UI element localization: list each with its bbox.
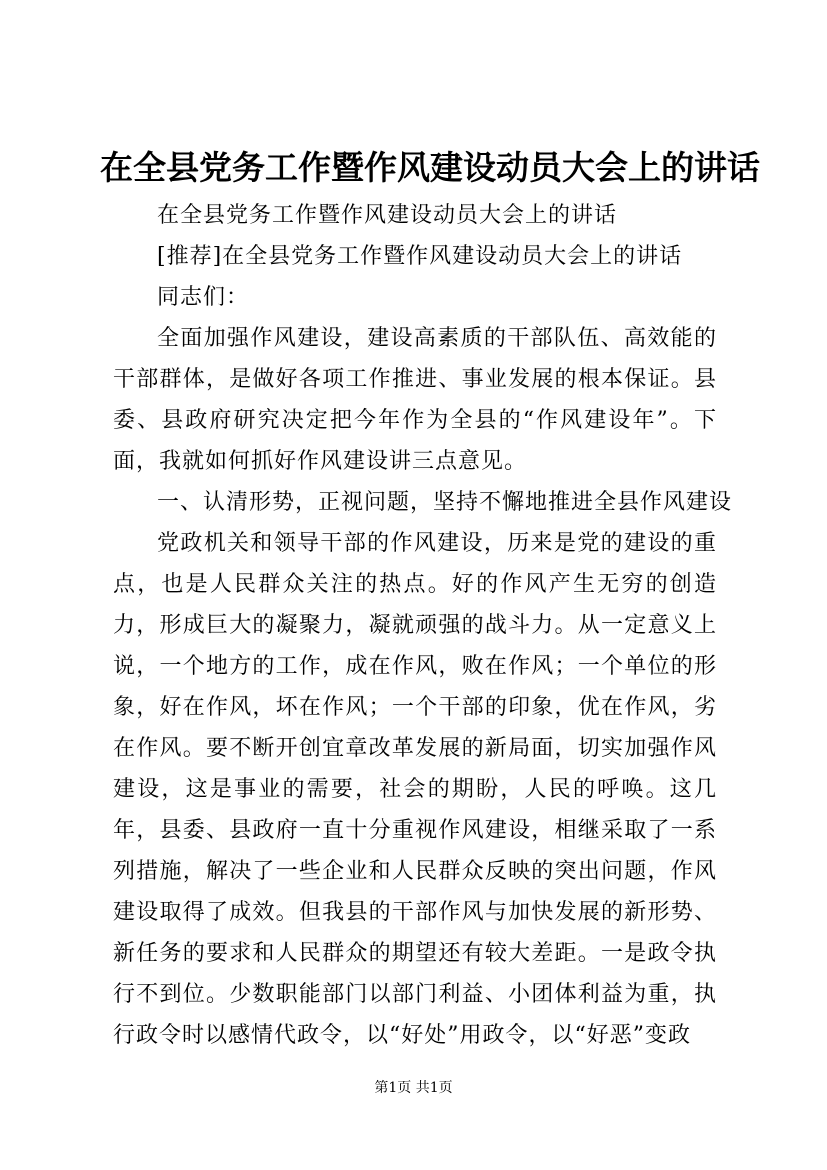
document-title: 在全县党务工作暨作风建设动员大会上的讲话 xyxy=(100,148,760,187)
section-1-paragraph: 党政机关和领导干部的作风建设，历来是党的建设的重点，也是人民群众关注的热点。好的作风产生无穷的创造力，形成巨大的凝聚力，凝就顽强的战斗力。从一定意义上说，一个地方的工作，成在作风，败在作风；一个单位的形象，好在作风，坏在作风；一个干部的印象，优在作风，劣在作风。要不断开创宜章改革发展的新局面，切实加强作风建设，这是事业的需要，社会的期盼，人民的呼唤。这几年，县委、县政府一直十分重视作风建设，相继采取了一系列措施，解决了一些企业和人民群众反映的突出问题，作风建设取得了成效。但我县的干部作风与加快发展的新形势、新任务的要求和人民群众的期望还有较大差距。一是政令执行不到位。少数职能部门以部门利益、小团体利益为重，执行政令时以感情代政令，以“好处”用政令，以“好恶”变政 xyxy=(113,531,717,1048)
page-footer: 第1页 共1页 xyxy=(374,1080,453,1096)
recommend-paragraph: [推荐]在全县党务工作暨作风建设动员大会上的讲话 xyxy=(157,244,683,269)
document-body xyxy=(113,195,733,1056)
section-heading-1: 一、认清形势，正视问题，坚持不懈地推进全县作风建设 xyxy=(157,490,733,515)
salutation-paragraph: 同志们： xyxy=(157,285,250,310)
subtitle-paragraph: 在全县党务工作暨作风建设动员大会上的讲话 xyxy=(157,203,618,228)
intro-paragraph: 全面加强作风建设，建设高素质的干部队伍、高效能的干部群体，是做好各项工作推进、事业发展的根本保证。县委、县政府研究决定把今年作为全县的“作风建设年”。下面，我就如何抓好作风建设讲三点意见。 xyxy=(113,326,717,474)
